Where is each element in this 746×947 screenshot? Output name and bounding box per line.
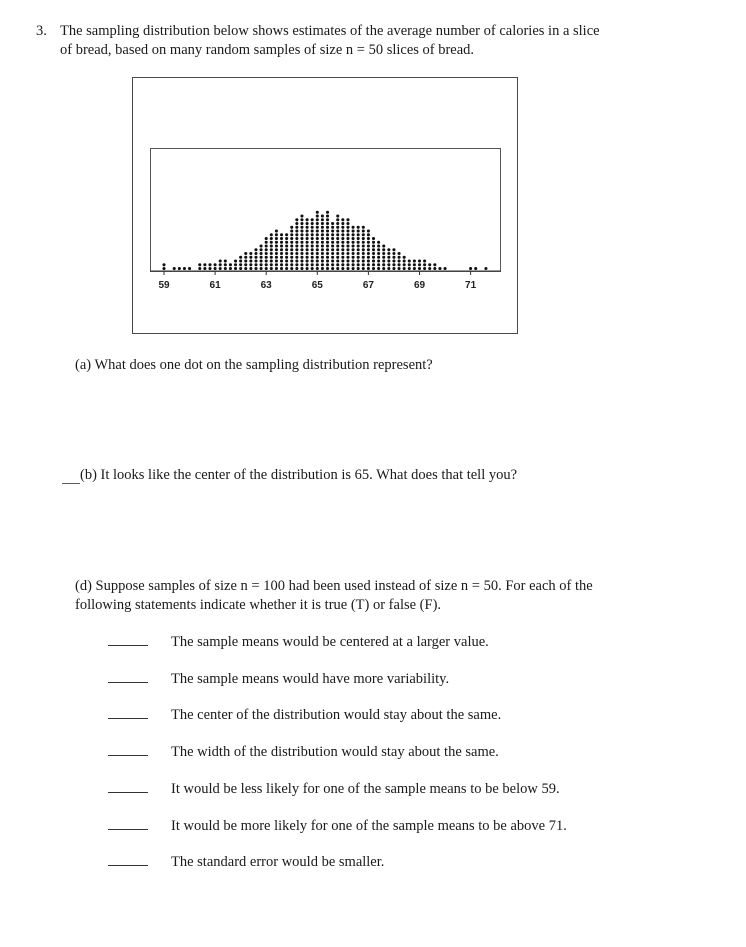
question-number: 3. bbox=[36, 23, 47, 39]
part-b-answer-blank[interactable] bbox=[62, 467, 80, 484]
answer-blank[interactable] bbox=[108, 792, 148, 793]
part-d-question-line-1: (d) Suppose samples of size n = 100 had been used instead of size n = 50. For each of the bbox=[75, 578, 593, 594]
dotplot-plot-area bbox=[150, 148, 501, 272]
x-tick-label: 63 bbox=[260, 280, 272, 291]
part-a-question: (a) What does one dot on the sampling distribution represent? bbox=[75, 357, 433, 373]
statement-row bbox=[0, 744, 746, 766]
answer-blank[interactable] bbox=[108, 682, 148, 683]
statement-text: The sample means would have more variability. bbox=[171, 670, 450, 687]
statement-text: The standard error would be smaller. bbox=[171, 854, 385, 871]
statement-row bbox=[0, 854, 746, 876]
statement-row bbox=[0, 671, 746, 693]
statement-text: It would be less likely for one of the sample means to be below 59. bbox=[171, 780, 560, 797]
x-tick-label: 65 bbox=[311, 280, 323, 291]
statement-row bbox=[0, 634, 746, 656]
statement-row bbox=[0, 707, 746, 729]
question-text-line-2: of bread, based on many random samples of size n = 50 slices of bread. bbox=[60, 42, 475, 58]
x-tick-label: 67 bbox=[362, 280, 374, 291]
answer-blank[interactable] bbox=[108, 865, 148, 866]
x-tick-label: 61 bbox=[209, 280, 221, 291]
part-d-question-line-2: following statements indicate whether it is true (T) or false (F). bbox=[75, 597, 442, 613]
answer-blank[interactable] bbox=[108, 645, 148, 646]
answer-blank[interactable] bbox=[108, 829, 148, 830]
statement-text: The center of the distribution would stay about the same. bbox=[171, 707, 502, 724]
statement-text: The sample means would be centered at a larger value. bbox=[171, 634, 489, 650]
answer-blank[interactable] bbox=[108, 755, 148, 756]
statement-text: It would be more likely for one of the sample means to be above 71. bbox=[171, 817, 567, 834]
answer-blank[interactable] bbox=[108, 718, 148, 719]
part-b-question: (b) It looks like the center of the distribution is 65. What does that tell you? bbox=[80, 467, 518, 483]
statement-row bbox=[0, 818, 746, 840]
statement-text: The width of the distribution would stay about the same. bbox=[171, 744, 499, 761]
x-tick-label: 69 bbox=[413, 280, 426, 291]
statement-row bbox=[0, 781, 746, 803]
question-text-line-1: The sampling distribution below shows estimates of the average number of calories in a slice bbox=[60, 23, 600, 39]
x-tick-label: 59 bbox=[158, 280, 170, 291]
x-tick-label: 71 bbox=[465, 280, 477, 291]
